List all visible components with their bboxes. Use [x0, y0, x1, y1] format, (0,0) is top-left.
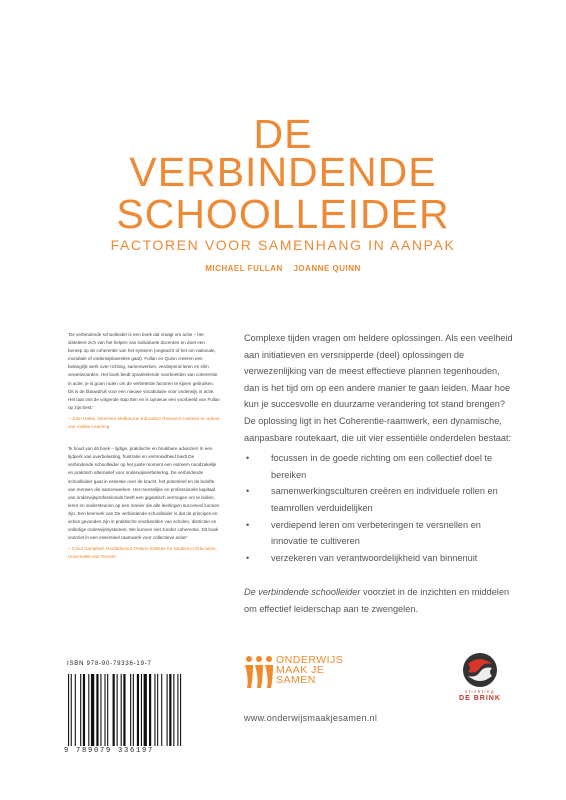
onderwijs-maak-je-samen-logo	[244, 654, 344, 694]
quote-1-attribution: – John Hattie, Directeur Melbourne Education Research Institute en auteur van Visible Learning	[68, 415, 220, 430]
logo-text-line-1: ONDERWIJS	[276, 654, 344, 666]
logo-text-line-3: SAMEN	[276, 674, 316, 686]
isbn-label: ISBN 978-90-79336-19-7	[67, 661, 152, 667]
brink-top-text: stichting	[464, 689, 495, 694]
quote-2-attribution: – Carol Campbell, Hoofddocent Ontario Institute for Studies in Education, Universiteit van Toronto	[68, 546, 217, 560]
endorsement-quotes	[68, 331, 220, 561]
bullet-item: • verzekeren van verantwoordelijkheid van binnenuit	[244, 550, 516, 567]
description-bullet-list	[244, 450, 516, 566]
description-closing	[244, 584, 516, 617]
description-intro: Complexe tijden vragen om heldere oplossingen. Als een veelheid aan initiatieven en versnipperde (deel) oplossingen de verwezenlijking van de meest effectieve plannen tegenhouden, dan is het tijd om op een andere manier te gaan leiden. Maar hoe kun je succesvolle en duurzame verandering tot stand brengen? De oplossing ligt in het Coherentie-raamwerk, een dynamische, aanpasbare routekaart, die uit vier essentiële onderdelen bestaat:	[244, 333, 513, 443]
book-description	[244, 330, 516, 618]
brink-name: DE BRINK	[459, 695, 501, 702]
authors	[0, 264, 566, 273]
closing-book-title: De verbindende schoolleider	[244, 587, 361, 598]
website-url: www.onderwijsmaakjesamen.nl	[244, 713, 378, 723]
barcode-digits: 9 789079 336197	[64, 747, 155, 755]
bullet-item: • samenwerkingsculturen creëren en individuele rollen en teamrollen verduidelijken	[244, 483, 516, 516]
title-line-3: SCHOOLLEIDER	[116, 191, 450, 237]
barcode-image	[64, 672, 219, 748]
closing-text: voorziet in de inzichten en middelen om effectief leiderschap aan te zwengelen.	[244, 587, 510, 614]
people-icon	[244, 655, 274, 689]
quote-2-text: 'Ik houd van dit boek – tijdige, praktische en bruikbare adviezen! In een tijdperk van overbelasting, frustratie en vermoeidheid biedt De verbindende schoolleider op het juiste moment een extreem noodzakelijk en praktisch alternatief voor onderwijsverbetering. De verbindende schoolleider gaat in essentie over de kracht, het potentieel en de belofte van mensen die samenwerken. Het menselijke en professionele kapitaal van onderwijsprofessionals heeft een gigantisch vermogen om te leiden, leren en ondersteunen op een manier die alle leerlingen succesvol kunnen zijn. Een kenmerk van De verbindende schoolleider is dat de principes en acties gevonden zijn in praktische voorbeelden van scholen, districten en volledige onderwijssystemen. We kunnen niet zonder coherentie. Dit boek voorziet in een essentieel raamwerk voor collectieve actie!'	[68, 446, 220, 541]
subtitle: FACTOREN VOOR SAMENHANG IN AANPAK	[110, 237, 456, 253]
de-brink-logo	[440, 652, 520, 708]
title-line-2: VERBINDENDE	[129, 149, 437, 195]
quote-1-text: 'De verbindende schoolleider is een boek dat vraagt om actie – het disteleert zich van het helpen van individuele docenten en doet een beroep op de coherentie van het systeem (ongeacht of het om nationale, mondiale of onderwijskwesties gaat). Fullan en Quinn creëren een belangrijk werk over richting, samenwerken, verdiepend leren en slim verantwoorden. Het boek biedt sprankelende voorbeelden van coherentie in actie; je is goan roden om de verbeterde factoren te kijnen gebruiken. Dit is de blauwdruk voor een nieuwe vocabulaire voor onderwijs in actie. Het laat ons de volgende stap tten en is opnieuw een voorbeeld van Fullan op zijn best.'	[68, 332, 220, 410]
bullet-item: • focussen in de goede richting om een collectief doel te bereiken	[244, 450, 516, 483]
title-line-1: DE	[253, 111, 313, 157]
author-2: JOANNE QUINN	[293, 264, 361, 273]
logo-text-line-2: MAAK JE	[276, 664, 325, 676]
brink-emblem-icon	[440, 652, 520, 688]
bullet-item: • verdiepend leren om verbeteringen te versnellen en innovatie te cultiveren	[244, 517, 516, 550]
author-1: MICHAEL FULLAN	[205, 264, 283, 273]
